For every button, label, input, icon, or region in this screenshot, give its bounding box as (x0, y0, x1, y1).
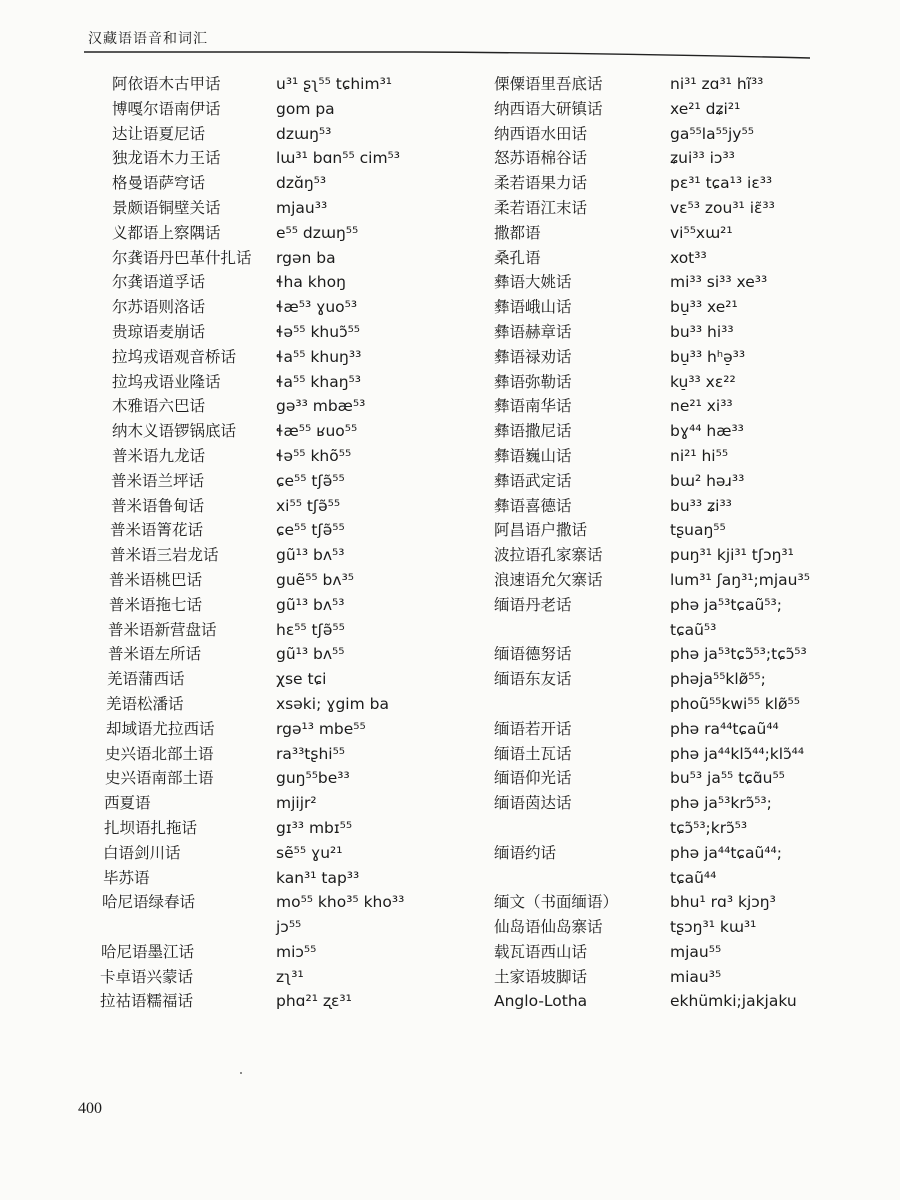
language-name: 格曼语萨穹话 (112, 174, 206, 193)
entry-row (494, 223, 834, 248)
phonetic-form: bu³³ hi³³ (670, 322, 734, 341)
entry-row (494, 719, 834, 744)
phonetic-form: bu̠³³ xe²¹ (670, 298, 738, 317)
phonetic-form: guẽ⁵⁵ bʌ³⁵ (276, 570, 354, 589)
phonetic-form: mjau³³ (276, 198, 328, 217)
phonetic-form: sẽ⁵⁵ ɣu²¹ (276, 843, 343, 862)
phonetic-form: mo⁵⁵ kho³⁵ kho³³ (276, 893, 405, 912)
phonetic-form: ɬha khoŋ (276, 273, 346, 292)
language-name: 土家语坡脚话 (494, 967, 588, 986)
phonetic-form: phɑ²¹ ʐɛ³¹ (276, 992, 352, 1011)
entry-row (494, 148, 834, 173)
language-name: 普米语三岩龙话 (110, 546, 219, 565)
entry-row (112, 917, 442, 942)
entry-row (100, 991, 442, 1016)
phonetic-form: dzɑ̆ŋ⁵³ (276, 174, 327, 193)
phonetic-form: ne²¹ xi³³ (670, 397, 733, 416)
entry-row (112, 198, 442, 223)
entry-row (112, 421, 442, 446)
phonetic-form: vi⁵⁵xɯ²¹ (670, 223, 733, 242)
phonetic-form: gom pa (276, 99, 335, 118)
phonetic-form: zʅ³¹ (276, 967, 304, 986)
entry-row (494, 768, 834, 793)
entry-row (494, 173, 834, 198)
language-name: 普米语左所话 (108, 645, 202, 664)
language-name: 尔龚语道孚话 (112, 273, 206, 292)
language-name: 彝语峨山话 (494, 298, 572, 317)
entry-row (494, 744, 834, 769)
entry-row (104, 818, 442, 843)
phonetic-form: miau³⁵ (670, 967, 722, 986)
entry-row (107, 669, 442, 694)
language-name: Anglo-Lotha (494, 992, 588, 1011)
phonetic-form: tɕaũ⁵³ (670, 620, 717, 639)
language-name: 缅语若开话 (494, 719, 572, 738)
phonetic-form: phəja⁵⁵klø̃⁵⁵; (670, 670, 766, 689)
phonetic-form: gɪ³³ mbɪ⁵⁵ (276, 818, 353, 837)
entry-row (494, 967, 834, 992)
entry-row (102, 892, 442, 917)
entry-row (494, 892, 834, 917)
page-number: 400 (78, 1100, 102, 1117)
language-name: 普米语新营盘话 (108, 620, 217, 639)
language-name: 彝语武定话 (494, 471, 572, 490)
language-name: 彝语巍山话 (494, 446, 572, 465)
phonetic-form: mjau⁵⁵ (670, 942, 722, 961)
language-name: 载瓦语西山话 (494, 942, 588, 961)
phonetic-form: ni²¹ hi⁵⁵ (670, 446, 729, 465)
entry-row (494, 793, 834, 818)
language-name: 景颇语铜壁关话 (112, 198, 221, 217)
entry-row (112, 173, 442, 198)
phonetic-form: vɛ⁵³ zou³¹ iɛ̃³³ (670, 198, 775, 217)
phonetic-form: ɕe⁵⁵ tʃə̃⁵⁵ (276, 521, 345, 540)
entry-row (494, 99, 834, 124)
language-name: 普米语九龙话 (112, 446, 206, 465)
phonetic-form: xi⁵⁵ tʃə̃⁵⁵ (276, 496, 341, 515)
phonetic-form: tɕaũ⁴⁴ (670, 868, 717, 887)
entry-row (494, 297, 834, 322)
language-name: 卡卓语兴蒙话 (100, 967, 194, 986)
entry-row (112, 446, 442, 471)
entry-row (494, 74, 834, 99)
language-name: 独龙语木力王话 (112, 149, 221, 168)
entry-row (112, 496, 442, 521)
phonetic-form: e⁵⁵ dzɯŋ⁵⁵ (276, 223, 359, 242)
phonetic-form: phə ra⁴⁴tɕaũ⁴⁴ (670, 719, 779, 738)
entry-row (494, 322, 834, 347)
phonetic-form: phoũ⁵⁵kwi⁵⁵ klø̃⁵⁵ (670, 694, 800, 713)
entry-row (494, 620, 834, 645)
entry-row (112, 99, 442, 124)
entry-row (112, 297, 442, 322)
entry-row (494, 868, 834, 893)
phonetic-form: tɕɔ̃⁵³;krɔ̃⁵³ (670, 818, 748, 837)
entry-row (494, 917, 834, 942)
entry-row (112, 372, 442, 397)
language-name: 浪速语允欠寨话 (494, 570, 603, 589)
language-name: 彝语喜德话 (494, 496, 572, 515)
phonetic-form: ra³³tʂhi⁵⁵ (276, 744, 346, 763)
phonetic-form: ʑui³³ iɔ³³ (670, 149, 735, 168)
language-name: 毕苏语 (103, 868, 150, 887)
language-name: 普米语箐花话 (110, 521, 204, 540)
language-name: 拉祜语糯福话 (100, 992, 194, 1011)
language-name: 柔若语江末话 (494, 198, 588, 217)
phonetic-form: phə ja⁵³tɕɔ̃⁵³;tɕɔ̃⁵³ (670, 645, 807, 664)
language-name: 却域语尤拉西话 (106, 719, 215, 738)
language-name: 哈尼语墨江话 (101, 942, 195, 961)
entry-row (494, 347, 834, 372)
language-name: 傈僳语里吾底话 (494, 75, 603, 93)
language-name: 彝语弥勒话 (494, 372, 572, 391)
entry-row (112, 471, 442, 496)
entry-row (494, 396, 834, 421)
entry-row (494, 545, 834, 570)
entry-row (108, 644, 442, 669)
entry-row (494, 644, 834, 669)
running-head: 汉藏语语音和词汇 (88, 31, 208, 47)
entry-row (494, 198, 834, 223)
entry-row (494, 248, 834, 273)
language-name: 羌语松潘话 (106, 694, 184, 713)
language-name: 拉坞戎语观音桥话 (112, 347, 237, 366)
entry-row (494, 570, 834, 595)
language-name: 桑孔语 (494, 248, 541, 267)
phonetic-form: ɕe⁵⁵ tʃə̃⁵⁵ (276, 471, 345, 490)
language-name: 普米语鲁甸话 (111, 496, 205, 515)
language-name: 羌语蒲西话 (107, 670, 185, 689)
language-name: 柔若语果力话 (494, 174, 588, 193)
language-name: 西夏语 (104, 794, 151, 813)
phonetic-form: ɬa⁵⁵ khaŋ⁵³ (276, 372, 361, 391)
language-name: 纳西语水田话 (494, 124, 588, 143)
phonetic-form: puŋ³¹ kji³¹ tʃɔŋ³¹ (670, 546, 794, 565)
phonetic-form: bu³³ ʑi³³ (670, 496, 732, 515)
phonetic-form: bɯ² həɹ³³ (670, 471, 745, 490)
entry-row (112, 520, 442, 545)
entry-row (112, 322, 442, 347)
language-name: 彝语禄劝话 (494, 347, 572, 366)
phonetic-form: phə ja⁵³krɔ̃⁵³; (670, 794, 772, 813)
phonetic-form: tʂɔŋ³¹ kɯ³¹ (670, 918, 757, 937)
language-name: 白语剑川话 (103, 843, 181, 862)
phonetic-form: phə ja⁴⁴klɔ̃⁴⁴;klɔ̃⁴⁴ (670, 744, 805, 763)
entry-row (494, 942, 834, 967)
entry-row (105, 768, 442, 793)
phonetic-form: dzɯŋ⁵³ (276, 124, 332, 143)
language-name: 撒都语 (494, 223, 541, 242)
phonetic-form: bu⁵³ ja⁵⁵ tɕɑ̃u⁵⁵ (670, 769, 785, 788)
entry-row (105, 744, 442, 769)
language-name: 普米语桃巴话 (109, 570, 203, 589)
phonetic-form: ni³¹ zɑ³¹ hĩ³³ (670, 75, 764, 93)
phonetic-form: kan³¹ tap³³ (276, 868, 360, 887)
phonetic-form: bu̠³³ hʰə̠³³ (670, 347, 746, 366)
language-name: 缅语土瓦话 (494, 744, 572, 763)
phonetic-form: ɬə⁵⁵ khuɔ̃⁵⁵ (276, 322, 361, 341)
phonetic-form: mi³³ si³³ xe³³ (670, 273, 768, 292)
entry-row (494, 694, 834, 719)
language-name: 怒苏语棉谷话 (494, 149, 588, 168)
entry-row (103, 868, 442, 893)
phonetic-form: gũ¹³ bʌ⁵⁵ (276, 645, 345, 664)
phonetic-form: phə ja⁵³tɕaũ⁵³; (670, 595, 782, 614)
entry-row (100, 967, 442, 992)
phonetic-form: pɛ³¹ tɕa¹³ iɛ³³ (670, 174, 773, 193)
language-name: 史兴语北部土语 (105, 744, 214, 763)
phonetic-form: xot³³ (670, 248, 707, 267)
language-name: 纳木义语锣锅底话 (112, 422, 237, 441)
entry-row (494, 991, 834, 1016)
language-name: 纳西语大研镇话 (494, 99, 603, 118)
phonetic-form: ɬa⁵⁵ khuŋ³³ (276, 347, 362, 366)
phonetic-form: gũ¹³ bʌ⁵³ (276, 595, 345, 614)
language-name: 仙岛语仙岛寨话 (494, 918, 603, 937)
entry-row (494, 471, 834, 496)
phonetic-form: rgə¹³ mbe⁵⁵ (276, 719, 366, 738)
phonetic-form: lum³¹ ʃaŋ³¹;mjau³⁵ (670, 570, 810, 589)
entry-row (494, 421, 834, 446)
phonetic-form: ekhümki;jakjaku (670, 992, 797, 1011)
phonetic-form: u³¹ ʂʅ⁵⁵ tɕhim³¹ (276, 75, 393, 93)
phonetic-form: phə ja⁴⁴tɕaũ⁴⁴; (670, 843, 782, 862)
language-name: 缅语德努话 (494, 645, 572, 664)
entry-row (106, 719, 442, 744)
phonetic-form: gə³³ mbæ⁵³ (276, 397, 366, 416)
language-name: 波拉语孔家寨话 (494, 546, 603, 565)
entry-row (109, 595, 442, 620)
language-name: 阿昌语户撒话 (494, 521, 588, 540)
entry-row (494, 446, 834, 471)
language-name: 彝语撒尼话 (494, 422, 572, 441)
language-name: 缅语东友话 (494, 670, 572, 689)
phonetic-form: miɔ⁵⁵ (276, 942, 317, 961)
language-name: 普米语兰坪话 (111, 471, 205, 490)
language-name: 哈尼语绿春话 (102, 893, 196, 912)
entry-row (112, 223, 442, 248)
language-name: 尔苏语则洛话 (112, 298, 206, 317)
language-name: 缅文（书面缅语） (494, 893, 619, 912)
phonetic-form: bhu¹ rɑ³ kjɔŋ³ (670, 893, 776, 912)
language-name: 缅语茵达话 (494, 794, 572, 813)
phonetic-form: rgən ba (276, 248, 336, 267)
language-name: 彝语大姚话 (494, 273, 572, 292)
entry-row (494, 520, 834, 545)
language-name: 博嘎尔语南伊话 (112, 99, 221, 118)
entry-row (108, 620, 442, 645)
right-column (494, 74, 834, 1016)
entry-row (494, 818, 834, 843)
language-name: 扎坝语扎拖话 (104, 818, 198, 837)
entry-row (494, 372, 834, 397)
entry-row (494, 595, 834, 620)
phonetic-form: jɔ⁵⁵ (276, 918, 302, 937)
phonetic-form: hɛ⁵⁵ tʃə̃⁵⁵ (276, 620, 345, 639)
language-name: 彝语南华话 (494, 397, 572, 416)
left-column (100, 74, 442, 1016)
entry-row (112, 74, 442, 99)
entry-row (109, 570, 442, 595)
language-name: 史兴语南部土语 (105, 769, 214, 788)
language-name: 彝语赫章话 (494, 322, 572, 341)
phonetic-form: xsəki; ɣgim ba (276, 694, 389, 713)
phonetic-form: ga⁵⁵la⁵⁵jy⁵⁵ (670, 124, 754, 143)
entry-row (104, 793, 442, 818)
language-name: 达让语夏尼话 (112, 124, 206, 143)
phonetic-form: ɬæ⁵³ ɣuo⁵³ (276, 298, 358, 317)
header-rule (84, 50, 814, 60)
entry-row (494, 843, 834, 868)
entry-row (112, 124, 442, 149)
stray-mark (240, 1072, 242, 1074)
language-name: 贵琼语麦崩话 (112, 322, 206, 341)
phonetic-form: tʂuaŋ⁵⁵ (670, 521, 726, 540)
language-name: 普米语拖七话 (109, 595, 203, 614)
entry-row (112, 545, 442, 570)
phonetic-form: guŋ⁵⁵be³³ (276, 769, 350, 788)
phonetic-form: bɣ⁴⁴ hæ³³ (670, 422, 744, 441)
phonetic-form: xe²¹ dʑi²¹ (670, 99, 741, 118)
language-name: 拉坞戎语业隆话 (112, 372, 221, 391)
phonetic-form: lɯ³¹ bɑn⁵⁵ cim⁵³ (276, 149, 400, 168)
phonetic-form: χse tɕi (276, 670, 327, 689)
entry-row (112, 396, 442, 421)
phonetic-form: gũ¹³ bʌ⁵³ (276, 546, 345, 565)
entry-row (112, 148, 442, 173)
entry-row (106, 694, 442, 719)
phonetic-form: ku̠³³ xɛ²² (670, 372, 736, 391)
entry-row (494, 669, 834, 694)
language-name: 阿依语木古甲话 (112, 75, 221, 93)
entry-row (494, 124, 834, 149)
phonetic-form: mjijr² (276, 794, 317, 813)
entry-row (101, 942, 442, 967)
entry-row (112, 248, 442, 273)
language-name: 义都语上察隅话 (112, 223, 221, 242)
entry-row (112, 347, 442, 372)
header-rule-line (84, 52, 810, 58)
language-name: 木雅语六巴话 (112, 397, 206, 416)
language-name: 尔龚语丹巴革什扎话 (112, 248, 252, 267)
entry-row (103, 843, 442, 868)
language-name: 缅语约话 (494, 843, 557, 862)
phonetic-form: ɬæ⁵⁵ ʁuo⁵⁵ (276, 422, 358, 441)
phonetic-form: ɬə⁵⁵ khõ⁵⁵ (276, 446, 352, 465)
language-name: 缅语仰光话 (494, 769, 572, 788)
entry-row (494, 272, 834, 297)
entry-row (494, 496, 834, 521)
entry-row (112, 272, 442, 297)
language-name: 缅语丹老话 (494, 595, 572, 614)
